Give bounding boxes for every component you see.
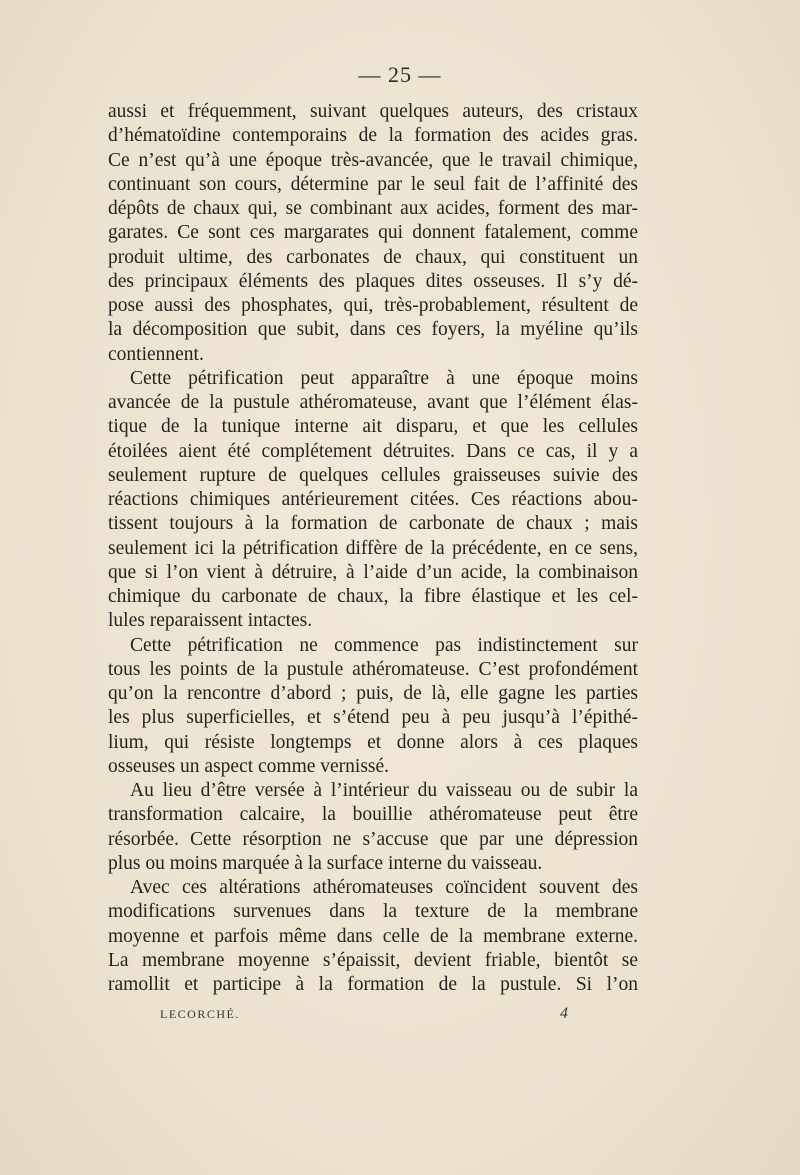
text-line: ramollit et participe à la formation de la pustule. Si l’on xyxy=(108,974,638,995)
text-line: Avec ces altérations athéromateuses coïncident souvent des xyxy=(130,877,638,898)
text-line: lules reparaissent intactes. xyxy=(108,610,313,632)
sheet-number: 4 xyxy=(560,1005,568,1022)
text-line: des principaux éléments des plaques dites osseuses. Il s’y dé- xyxy=(108,270,638,292)
text-line: les plus superficielles, et s’étend peu à peu jusqu’à l’épithé- xyxy=(108,707,638,729)
text-line: Ce n’est qu’à une époque très-avancée, que le travail chimique, xyxy=(108,149,638,171)
text-line: contiennent. xyxy=(108,343,204,365)
text-line: pose aussi des phosphates, qui, très-probablement, résultent de xyxy=(108,295,638,316)
text-line: étoilées aient été complétement détruites. Dans ce cas, il y a xyxy=(108,440,638,462)
text-line: Au lieu d’être versée à l’intérieur du vaisseau ou de subir la xyxy=(130,780,638,801)
text-line: Cette pétrification ne commence pas indistinctement sur xyxy=(130,634,638,656)
page-number: — 25 — xyxy=(358,62,442,87)
text-line: plus ou moins marquée à la surface interne du vaisseau. xyxy=(108,852,543,874)
text-line: la décomposition que subit, dans ces foyers, la myéline qu’ils xyxy=(108,319,638,341)
text-line: continuant son cours, détermine par le seul fait de l’affinité des xyxy=(108,173,638,195)
text-line: seulement ici la pétrification diffère de la précédente, en ce sens, xyxy=(108,537,638,559)
text-line: tissent toujours à la formation de carbonate de chaux ; mais xyxy=(108,513,638,535)
text-line: Cette pétrification peut apparaître à une époque moins xyxy=(130,367,638,389)
text-line: d’hématoïdine contemporains de la formation des acides gras. xyxy=(108,125,638,147)
text-line: La membrane moyenne s’épaissit, devient friable, bientôt se xyxy=(108,949,638,971)
text-line: qu’on la rencontre d’abord ; puis, de là, elle gagne les parties xyxy=(108,683,638,704)
text-line: avancée de la pustule athéromateuse, avant que l’élément élas- xyxy=(108,392,638,413)
text-line: réactions chimiques antérieurement citées. Ces réactions abou- xyxy=(108,489,638,510)
text-line: que si l’on vient à détruire, à l’aide d’un acide, la combinaison xyxy=(108,561,638,583)
text-line: lium, qui résiste longtemps et donne alors à ces plaques xyxy=(108,731,638,753)
text-line: tique de la tunique interne ait disparu, et que les cellules xyxy=(108,416,638,438)
text-line: produit ultime, des carbonates de chaux, qui constituent un xyxy=(108,246,638,268)
text-line: tous les points de la pustule athéromateuse. C’est profondément xyxy=(108,658,638,680)
text-line: aussi et fréquemment, suivant quelques auteurs, des cristaux xyxy=(108,101,638,122)
text-line: osseuses un aspect comme vernissé. xyxy=(108,755,390,777)
text-line: résorbée. Cette résorption ne s’accuse que par une dépression xyxy=(108,828,638,850)
printer-signature: LECORCHÉ. xyxy=(160,1007,240,1021)
text-line: transformation calcaire, la bouillie athéromateuse peut être xyxy=(108,804,638,826)
text-line: moyenne et parfois même dans celle de la membrane externe. xyxy=(108,925,638,947)
text-line: seulement rupture de quelques cellules graisseuses suivie des xyxy=(108,464,638,486)
text-line: modifications survenues dans la texture de la membrane xyxy=(108,901,638,923)
text-line: chimique du carbonate de chaux, la fibre élastique et les cel- xyxy=(108,586,638,607)
text-line: garates. Ce sont ces margarates qui donnent fatalement, comme xyxy=(108,222,638,244)
body-text xyxy=(108,100,638,997)
text-line: dépôts de chaux qui, se combinant aux acides, forment des mar- xyxy=(108,198,638,219)
